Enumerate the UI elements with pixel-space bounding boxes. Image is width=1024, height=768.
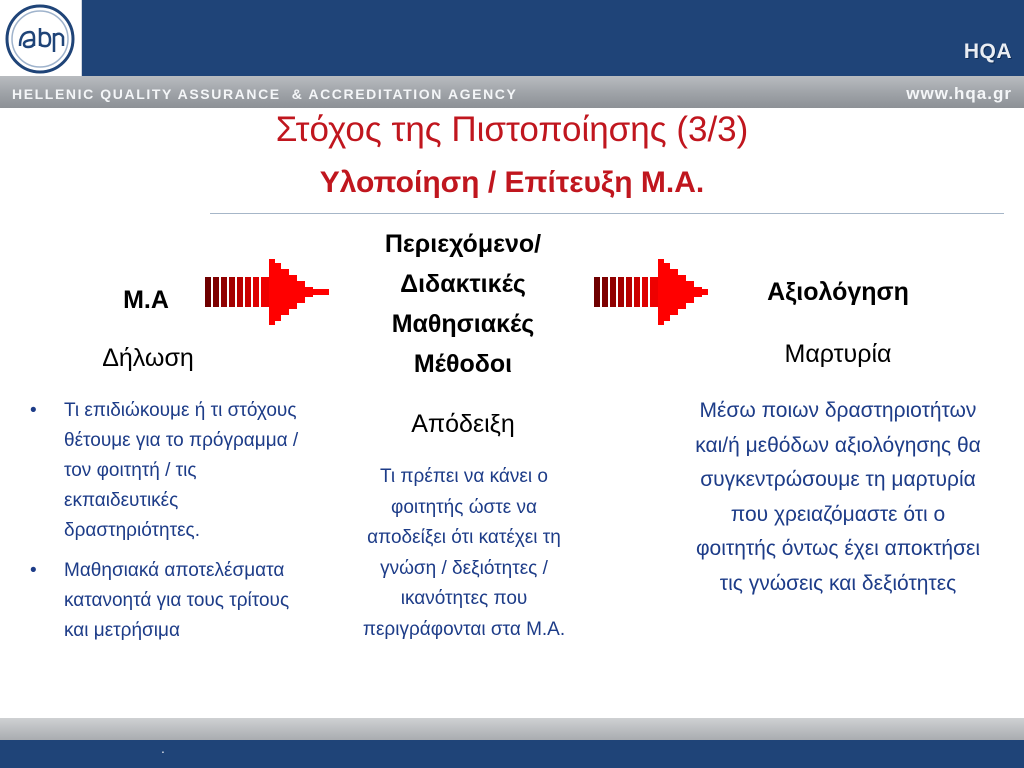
middle-heading	[340, 224, 586, 384]
striped-right-arrow-icon	[205, 259, 335, 330]
header-bar	[0, 0, 1024, 76]
middle-heading-line: Μέθοδοι	[413, 350, 513, 378]
striped-right-arrow-icon	[594, 259, 724, 330]
left-heading: Μ.Α	[123, 286, 169, 314]
middle-heading-line: Μαθησιακές	[391, 310, 535, 338]
footer-blue-bar	[0, 740, 1024, 768]
middle-body: Τι πρέπει να κάνει ο φοιτητής ώστε να αποδείξει ότι κατέχει τη γνώση / δεξιότητες / ικανότητες που περιγράφονται στα Μ.Α.	[362, 466, 566, 640]
agency-name: HELLENIC QUALITY ASSURANCE & ACCREDITATION AGENCY	[12, 86, 518, 102]
bullet-text: Μαθησιακά αποτελέσματα κατανοητά για τους τρίτους και μετρήσιμα	[64, 560, 290, 641]
list-item	[30, 396, 310, 546]
website-link[interactable]: www.hqa.gr	[906, 84, 1012, 103]
left-bullet-list	[30, 396, 310, 656]
middle-heading-line: Διδακτικές	[400, 270, 526, 298]
left-label: Δήλωση	[102, 344, 194, 372]
right-heading: Αξιολόγηση	[767, 278, 909, 306]
slide-subtitle: Υλοποίηση / Επίτευξη Μ.Α.	[319, 166, 705, 199]
right-body: Μέσω ποιων δραστηριοτήτων και/ή μεθόδων αξιολόγησης θα συγκεντρώσουμε τη μαρτυρία που χρειαζόμαστε ότι ο φοιτητής όντως έχει αποκτήσει τις γνώσεις και δεξιότητες	[695, 399, 981, 595]
footer-marker: .	[161, 740, 165, 756]
brand-mark: HQA	[963, 40, 1012, 63]
list-item	[30, 556, 310, 646]
middle-heading-line: Περιεχόμενο/	[384, 230, 542, 258]
middle-label: Απόδειξη	[411, 410, 515, 438]
bullet-icon: •	[30, 560, 37, 581]
bullet-icon: •	[30, 400, 37, 421]
right-label: Μαρτυρία	[784, 340, 892, 368]
slide-title: Στόχος της Πιστοποίησης (3/3)	[275, 110, 749, 149]
title-divider	[210, 213, 1004, 214]
adip-logo-icon	[0, 0, 82, 76]
bullet-text: Τι επιδιώκουμε ή τι στόχους θέτουμε για το πρόγραμμα / τον φοιτητή / τις εκπαιδευτικές δραστηριότητες.	[64, 400, 299, 541]
footer-grey-bar	[0, 718, 1024, 740]
